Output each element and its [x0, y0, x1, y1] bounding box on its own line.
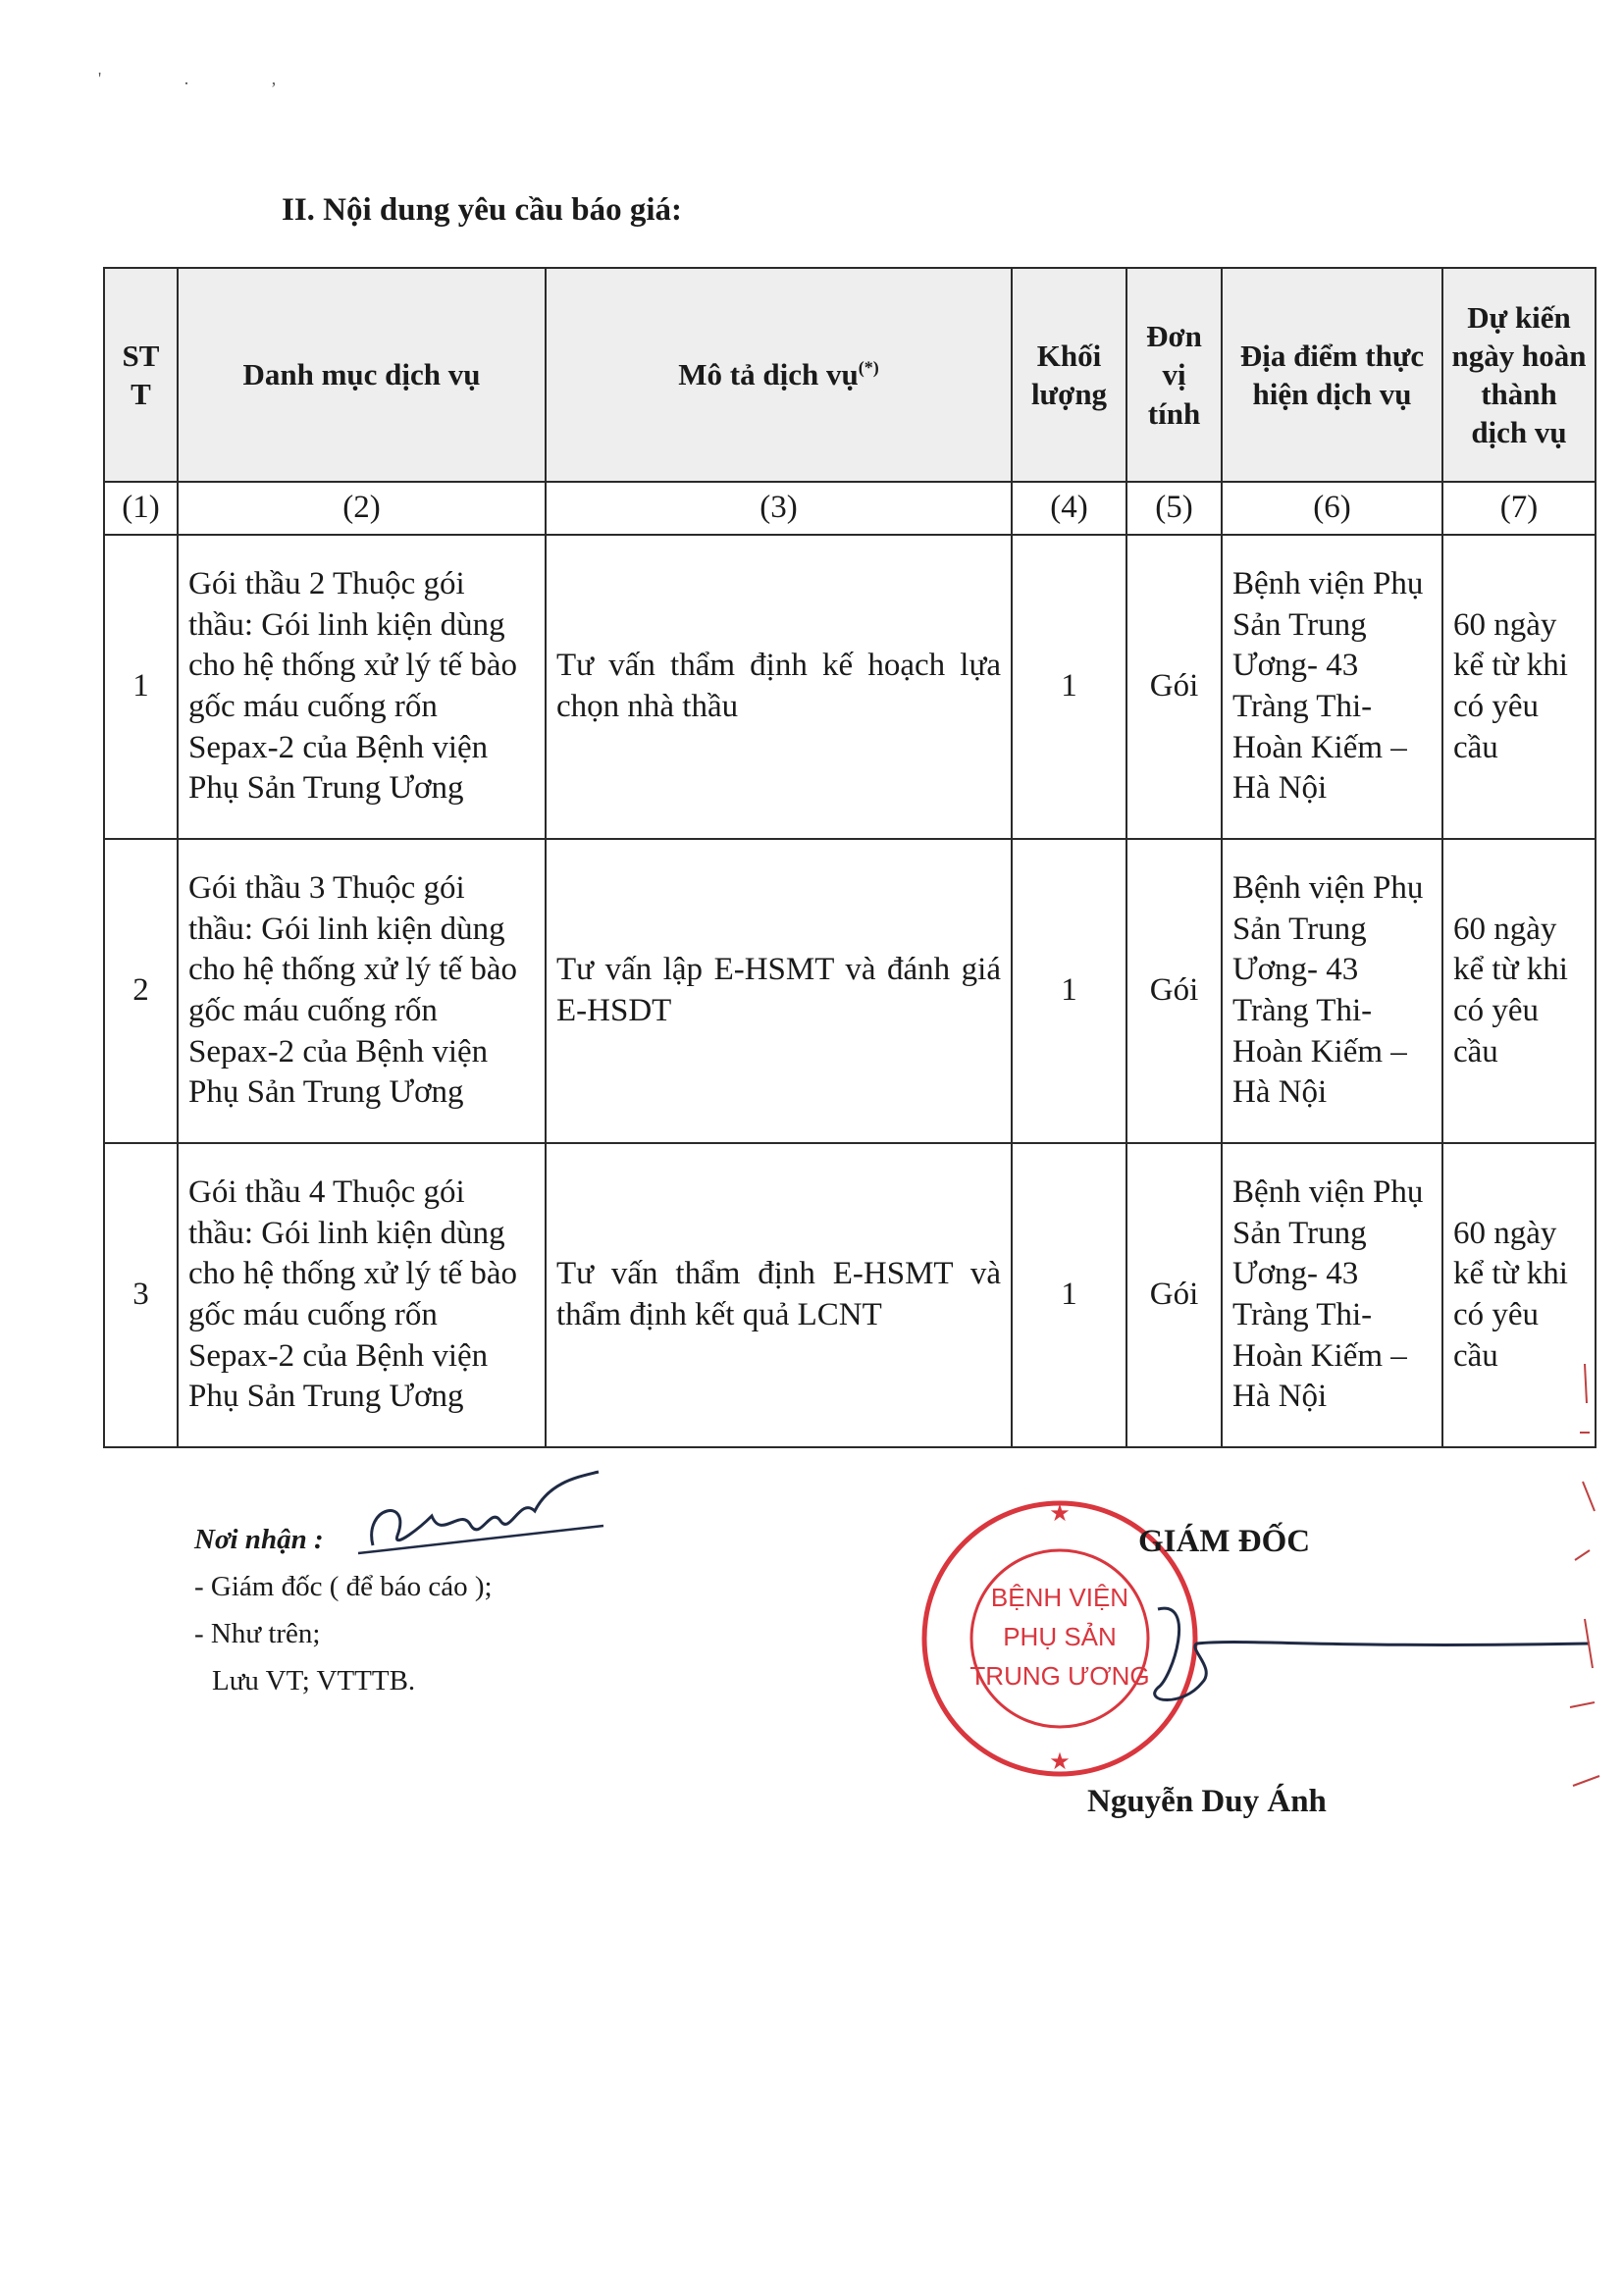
header-note-mark: (*) — [858, 358, 879, 379]
cell-description: Tư vấn thẩm định kế hoạch lựa chọn nhà thầu — [546, 535, 1012, 839]
cell-unit: Gói — [1126, 839, 1222, 1143]
cell-category: Gói thầu 4 Thuộc gói thầu: Gói linh kiện dùng cho hệ thống xử lý tế bào gốc máu cuống rốn Sepax-2 của Bệnh viện Phụ Sản Trung Ương — [178, 1143, 546, 1447]
column-number: (6) — [1222, 482, 1442, 535]
header-stt: ST T — [104, 268, 178, 482]
recipient-line: Lưu VT; VTTTB. — [212, 1665, 416, 1696]
cell-description: Tư vấn thẩm định E-HSMT và thẩm định kết quả LCNT — [546, 1143, 1012, 1447]
cell-unit: Gói — [1126, 1143, 1222, 1447]
cell-category: Gói thầu 3 Thuộc gói thầu: Gói linh kiện dùng cho hệ thống xử lý tế bào gốc máu cuống rốn Sepax-2 của Bệnh viện Phụ Sản Trung Ương — [178, 839, 546, 1143]
signature-stroke — [358, 1526, 603, 1553]
table-row — [104, 535, 1596, 839]
cell-expected: 60 ngày kể từ khi có yêu cầu — [1442, 1143, 1596, 1447]
seal-line-3: TRUNG ƯƠNG — [969, 1661, 1150, 1691]
section-title: II. Nội dung yêu cầu báo giá: — [282, 192, 683, 228]
column-number-row — [104, 482, 1596, 535]
table-row — [104, 1143, 1596, 1447]
seal-star-top: ★ — [1049, 1501, 1071, 1527]
edge-mark — [1570, 1364, 1599, 1786]
seal-line-1: BỆNH VIỆN — [990, 1583, 1129, 1612]
column-number: (1) — [104, 482, 178, 535]
header-quantity: Khối lượng — [1012, 268, 1126, 482]
signature-stroke — [372, 1472, 599, 1545]
signatory-title: GIÁM ĐỐC — [1138, 1524, 1311, 1559]
cell-stt: 2 — [104, 839, 178, 1143]
header-unit: Đơn vị tính — [1126, 268, 1222, 482]
cell-expected: 60 ngày kể từ khi có yêu cầu — [1442, 839, 1596, 1143]
seal-star-bottom: ★ — [1049, 1749, 1071, 1775]
quote-request-table — [103, 267, 1597, 1448]
cell-expected: 60 ngày kể từ khi có yêu cầu — [1442, 535, 1596, 839]
column-number: (7) — [1442, 482, 1596, 535]
signature-stroke — [1155, 1608, 1590, 1699]
column-number: (5) — [1126, 482, 1222, 535]
table-header-row — [104, 268, 1596, 482]
cell-stt: 1 — [104, 535, 178, 839]
initials-signature — [353, 1467, 618, 1575]
recipients-label: Nơi nhận : — [194, 1524, 324, 1555]
cell-location: Bệnh viện Phụ Sản Trung Ương- 43 Tràng Thi- Hoàn Kiếm – Hà Nội — [1222, 839, 1442, 1143]
cell-stt: 3 — [104, 1143, 178, 1447]
scan-edge-marks — [1565, 1364, 1604, 1796]
column-number: (2) — [178, 482, 546, 535]
recipient-line: - Như trên; — [194, 1618, 321, 1649]
seal-line-2: PHỤ SẢN — [1003, 1622, 1117, 1651]
header-description-label: Mô tả dịch vụ — [678, 357, 859, 392]
signatory-name: Nguyễn Duy Ánh — [1087, 1784, 1327, 1819]
cell-quantity: 1 — [1012, 839, 1126, 1143]
header-description — [546, 268, 1012, 482]
cell-location: Bệnh viện Phụ Sản Trung Ương- 43 Tràng Thi- Hoàn Kiếm – Hà Nội — [1222, 1143, 1442, 1447]
recipient-line: - Giám đốc ( để báo cáo ); — [194, 1571, 493, 1602]
cell-unit: Gói — [1126, 535, 1222, 839]
cell-location: Bệnh viện Phụ Sản Trung Ương- 43 Tràng Thi- Hoàn Kiếm – Hà Nội — [1222, 535, 1442, 839]
cell-quantity: 1 — [1012, 1143, 1126, 1447]
scan-specks: ' . , — [98, 69, 316, 88]
header-category: Danh mục dịch vụ — [178, 268, 546, 482]
column-number: (4) — [1012, 482, 1126, 535]
header-location: Địa điểm thực hiện dịch vụ — [1222, 268, 1442, 482]
cell-quantity: 1 — [1012, 535, 1126, 839]
cell-description: Tư vấn lập E-HSMT và đánh giá E-HSDT — [546, 839, 1012, 1143]
header-expected-completion: Dự kiến ngày hoàn thành dịch vụ — [1442, 268, 1596, 482]
director-signature — [1128, 1590, 1599, 1717]
table-row — [104, 839, 1596, 1143]
cell-category: Gói thầu 2 Thuộc gói thầu: Gói linh kiện dùng cho hệ thống xử lý tế bào gốc máu cuống rốn Sepax-2 của Bệnh viện Phụ Sản Trung Ương — [178, 535, 546, 839]
column-number: (3) — [546, 482, 1012, 535]
